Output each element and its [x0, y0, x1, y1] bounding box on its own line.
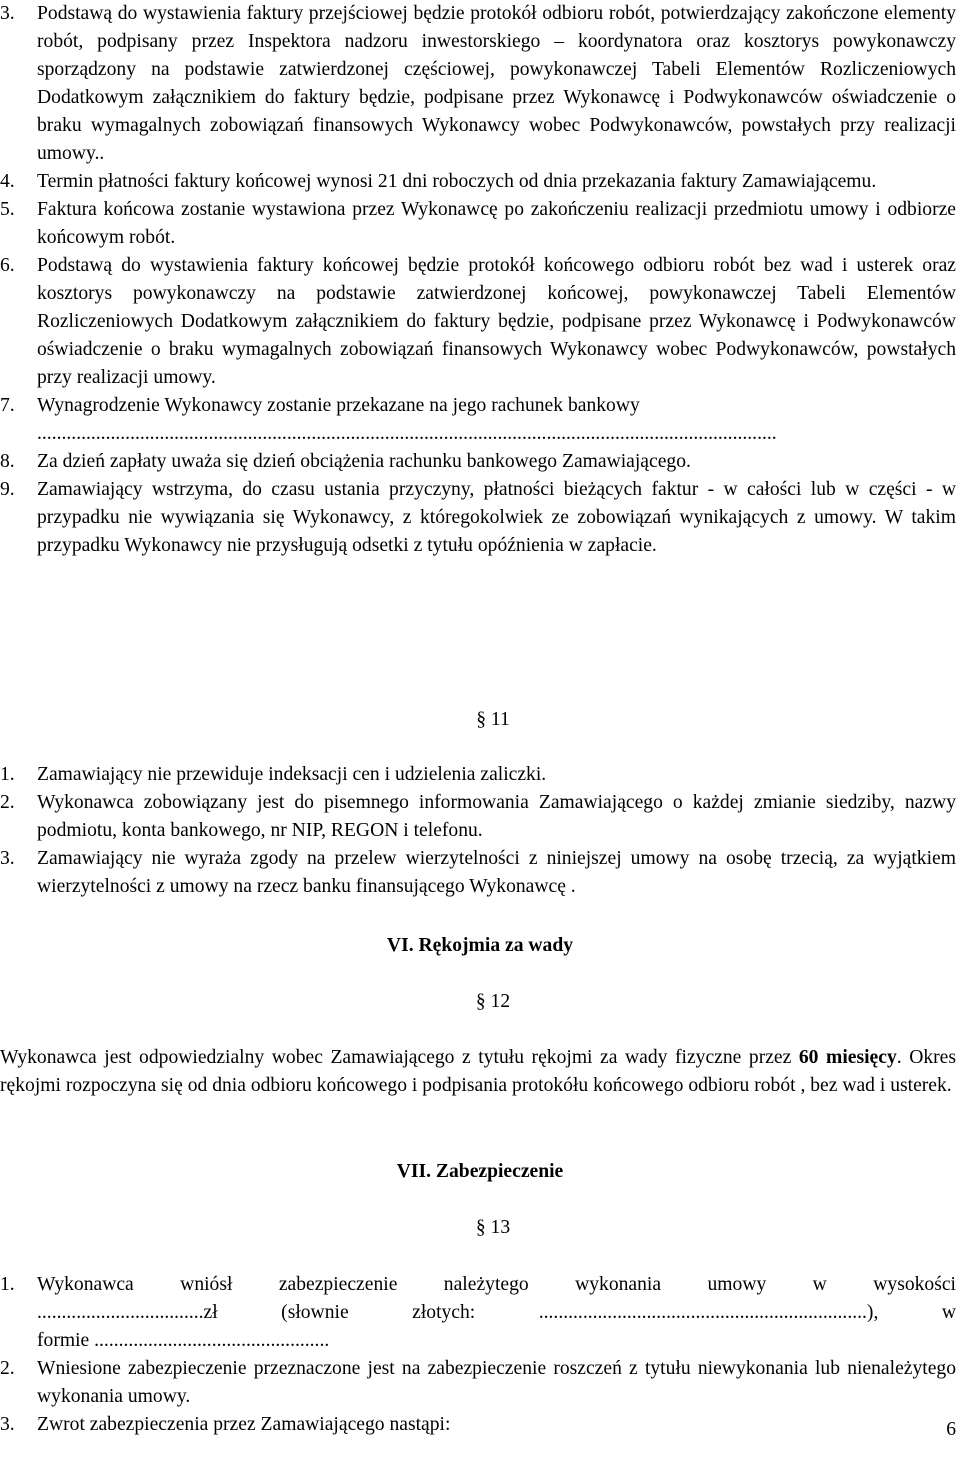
list-item-text-line: Wykonawca wniósł zabezpieczenie należytego wykonania umowy w wysokości — [37, 1274, 956, 1295]
warranty-period: 60 miesięcy — [798, 1047, 897, 1068]
list-item-number: 2. — [0, 792, 15, 813]
page-number: 6 — [946, 1419, 956, 1440]
section-heading-12: § 12 — [475, 991, 511, 1012]
list-item-number: 3. — [0, 1414, 15, 1435]
list-item — [0, 1355, 960, 1411]
general-provisions-list — [0, 761, 960, 901]
list-item-text: Zamawiający nie wyraża zgody na przelew wierzytelności z niniejszej umowy na osobę trzecią, za wyjątkiem wierzytelności z umowy na rzecz banku finansującego Wykonawcę . — [37, 848, 956, 897]
chapter-title-vii: VII. Zabezpieczenie — [396, 1161, 564, 1182]
list-item-number: 6. — [0, 255, 15, 276]
list-item — [0, 392, 960, 448]
list-item-text: Podstawą do wystawienia faktury końcowej będzie protokół końcowego odbioru robót bez wad i usterek oraz kosztorys powykonawczy na podstawie zatwierdzonej końcowej, powykonawczej Tabeli Elementów Rozliczeniowych Dodatkowym załącznikiem do faktury będzie, podpisane przez Wykonawcę i Podwykonawców oświadczenie o braku wymagalnych zobowiązań finansowych Wykonawcy wobec Podwykonawców, powstałych przy realizacji umowy. — [37, 255, 956, 388]
list-item — [0, 789, 960, 845]
list-item-number: 9. — [0, 479, 15, 500]
list-item — [0, 196, 960, 252]
list-item-number: 3. — [0, 848, 15, 869]
list-item-text: Termin płatności faktury końcowej wynosi 21 dni roboczych od dnia przekazania faktury Zamawiającemu. — [37, 171, 877, 192]
list-item-text: Faktura końcowa zostanie wystawiona przez Wykonawcę po zakończeniu realizacji przedmiotu umowy i odbiorze końcowym robót. — [37, 199, 956, 248]
security-deposit-list — [0, 1271, 960, 1439]
deposit-form-placeholder: formie ................................................ — [37, 1330, 330, 1351]
list-item-number: 4. — [0, 171, 15, 192]
list-item-text: Zamawiający nie przewiduje indeksacji cen i udzielenia zaliczki. — [37, 764, 547, 785]
list-item — [0, 0, 960, 168]
list-item-number: 1. — [0, 1274, 15, 1295]
list-item-text: Zwrot zabezpieczenia przez Zamawiającego nastąpi: — [37, 1414, 451, 1435]
payment-terms-list — [0, 0, 960, 560]
list-item-text: Wniesione zabezpieczenie przeznaczone jest na zabezpieczenie roszczeń z tytułu niewykonania lub nienależytego wykonania umowy. — [37, 1358, 956, 1407]
list-item-number: 1. — [0, 764, 15, 785]
chapter-title-vi: VI. Rękojmia za wady — [386, 935, 574, 956]
list-item-number: 8. — [0, 451, 15, 472]
list-item — [0, 845, 960, 901]
list-item — [0, 448, 960, 476]
section-heading-11: § 11 — [476, 709, 510, 730]
list-item-text: Za dzień zapłaty uważa się dzień obciążenia rachunku bankowego Zamawiającego. — [37, 451, 691, 472]
list-item-number: 2. — [0, 1358, 15, 1379]
list-item-number: 7. — [0, 395, 15, 416]
list-item-number: 5. — [0, 199, 15, 220]
section-heading-13: § 13 — [475, 1217, 511, 1238]
list-item-text: Podstawą do wystawienia faktury przejściowej będzie protokół odbioru robót, potwierdzający zakończone elementy robót, podpisany przez Inspektora nadzoru inwestorskiego – koordynatora oraz kosztorys powykonawczy sporządzony na podstawie zatwierdzonej częściowej, powykonawczej Tabeli Elementów Rozliczeniowych Dodatkowym załącznikiem do faktury będzie, podpisane przez Wykonawcę i Podwykonawców oświadczenie o braku wymagalnych zobowiązań finansowych Wykonawcy wobec Podwykonawców, powstałych przy realizacji umowy.. — [37, 3, 956, 164]
warranty-paragraph — [0, 1044, 956, 1100]
list-item — [0, 168, 960, 196]
list-item — [0, 476, 960, 560]
warranty-text-part1: Wykonawca jest odpowiedzialny wobec Zamawiającego z tytułu rękojmi za wady fizyczne przez — [0, 1047, 799, 1068]
deposit-amount-placeholder: ..................................zł (słownie złotych: ...................................................................), w — [37, 1302, 956, 1323]
bank-account-placeholder: ....................................................................................................................................................... — [37, 423, 777, 444]
list-item-text: Wykonawca zobowiązany jest do pisemnego informowania Zamawiającego o każdej zmianie siedziby, nazwy podmiotu, konta bankowego, nr NIP, REGON i telefonu. — [37, 792, 956, 841]
list-item-text: Zamawiający wstrzyma, do czasu ustania przyczyny, płatności bieżących faktur - w całości lub w części - w przypadku nie wywiązania się Wykonawcy, z któregokolwiek ze zobowiązań wynikających z umowy. W takim przypadku Wykonawcy nie przysługują odsetki z tytułu opóźnienia w zapłacie. — [37, 479, 956, 556]
warranty-text-part2: . Okres rękojmi rozpoczyna się od dnia odbioru końcowego i podpisania protokółu końcowego odbioru robót , bez wad i usterek. — [0, 1047, 956, 1096]
list-item-number: 3. — [0, 3, 15, 24]
list-item — [0, 1411, 960, 1439]
list-item — [0, 252, 960, 392]
list-item — [0, 761, 960, 789]
list-item — [0, 1271, 960, 1355]
list-item-text: Wynagrodzenie Wykonawcy zostanie przekazane na jego rachunek bankowy — [37, 395, 640, 416]
